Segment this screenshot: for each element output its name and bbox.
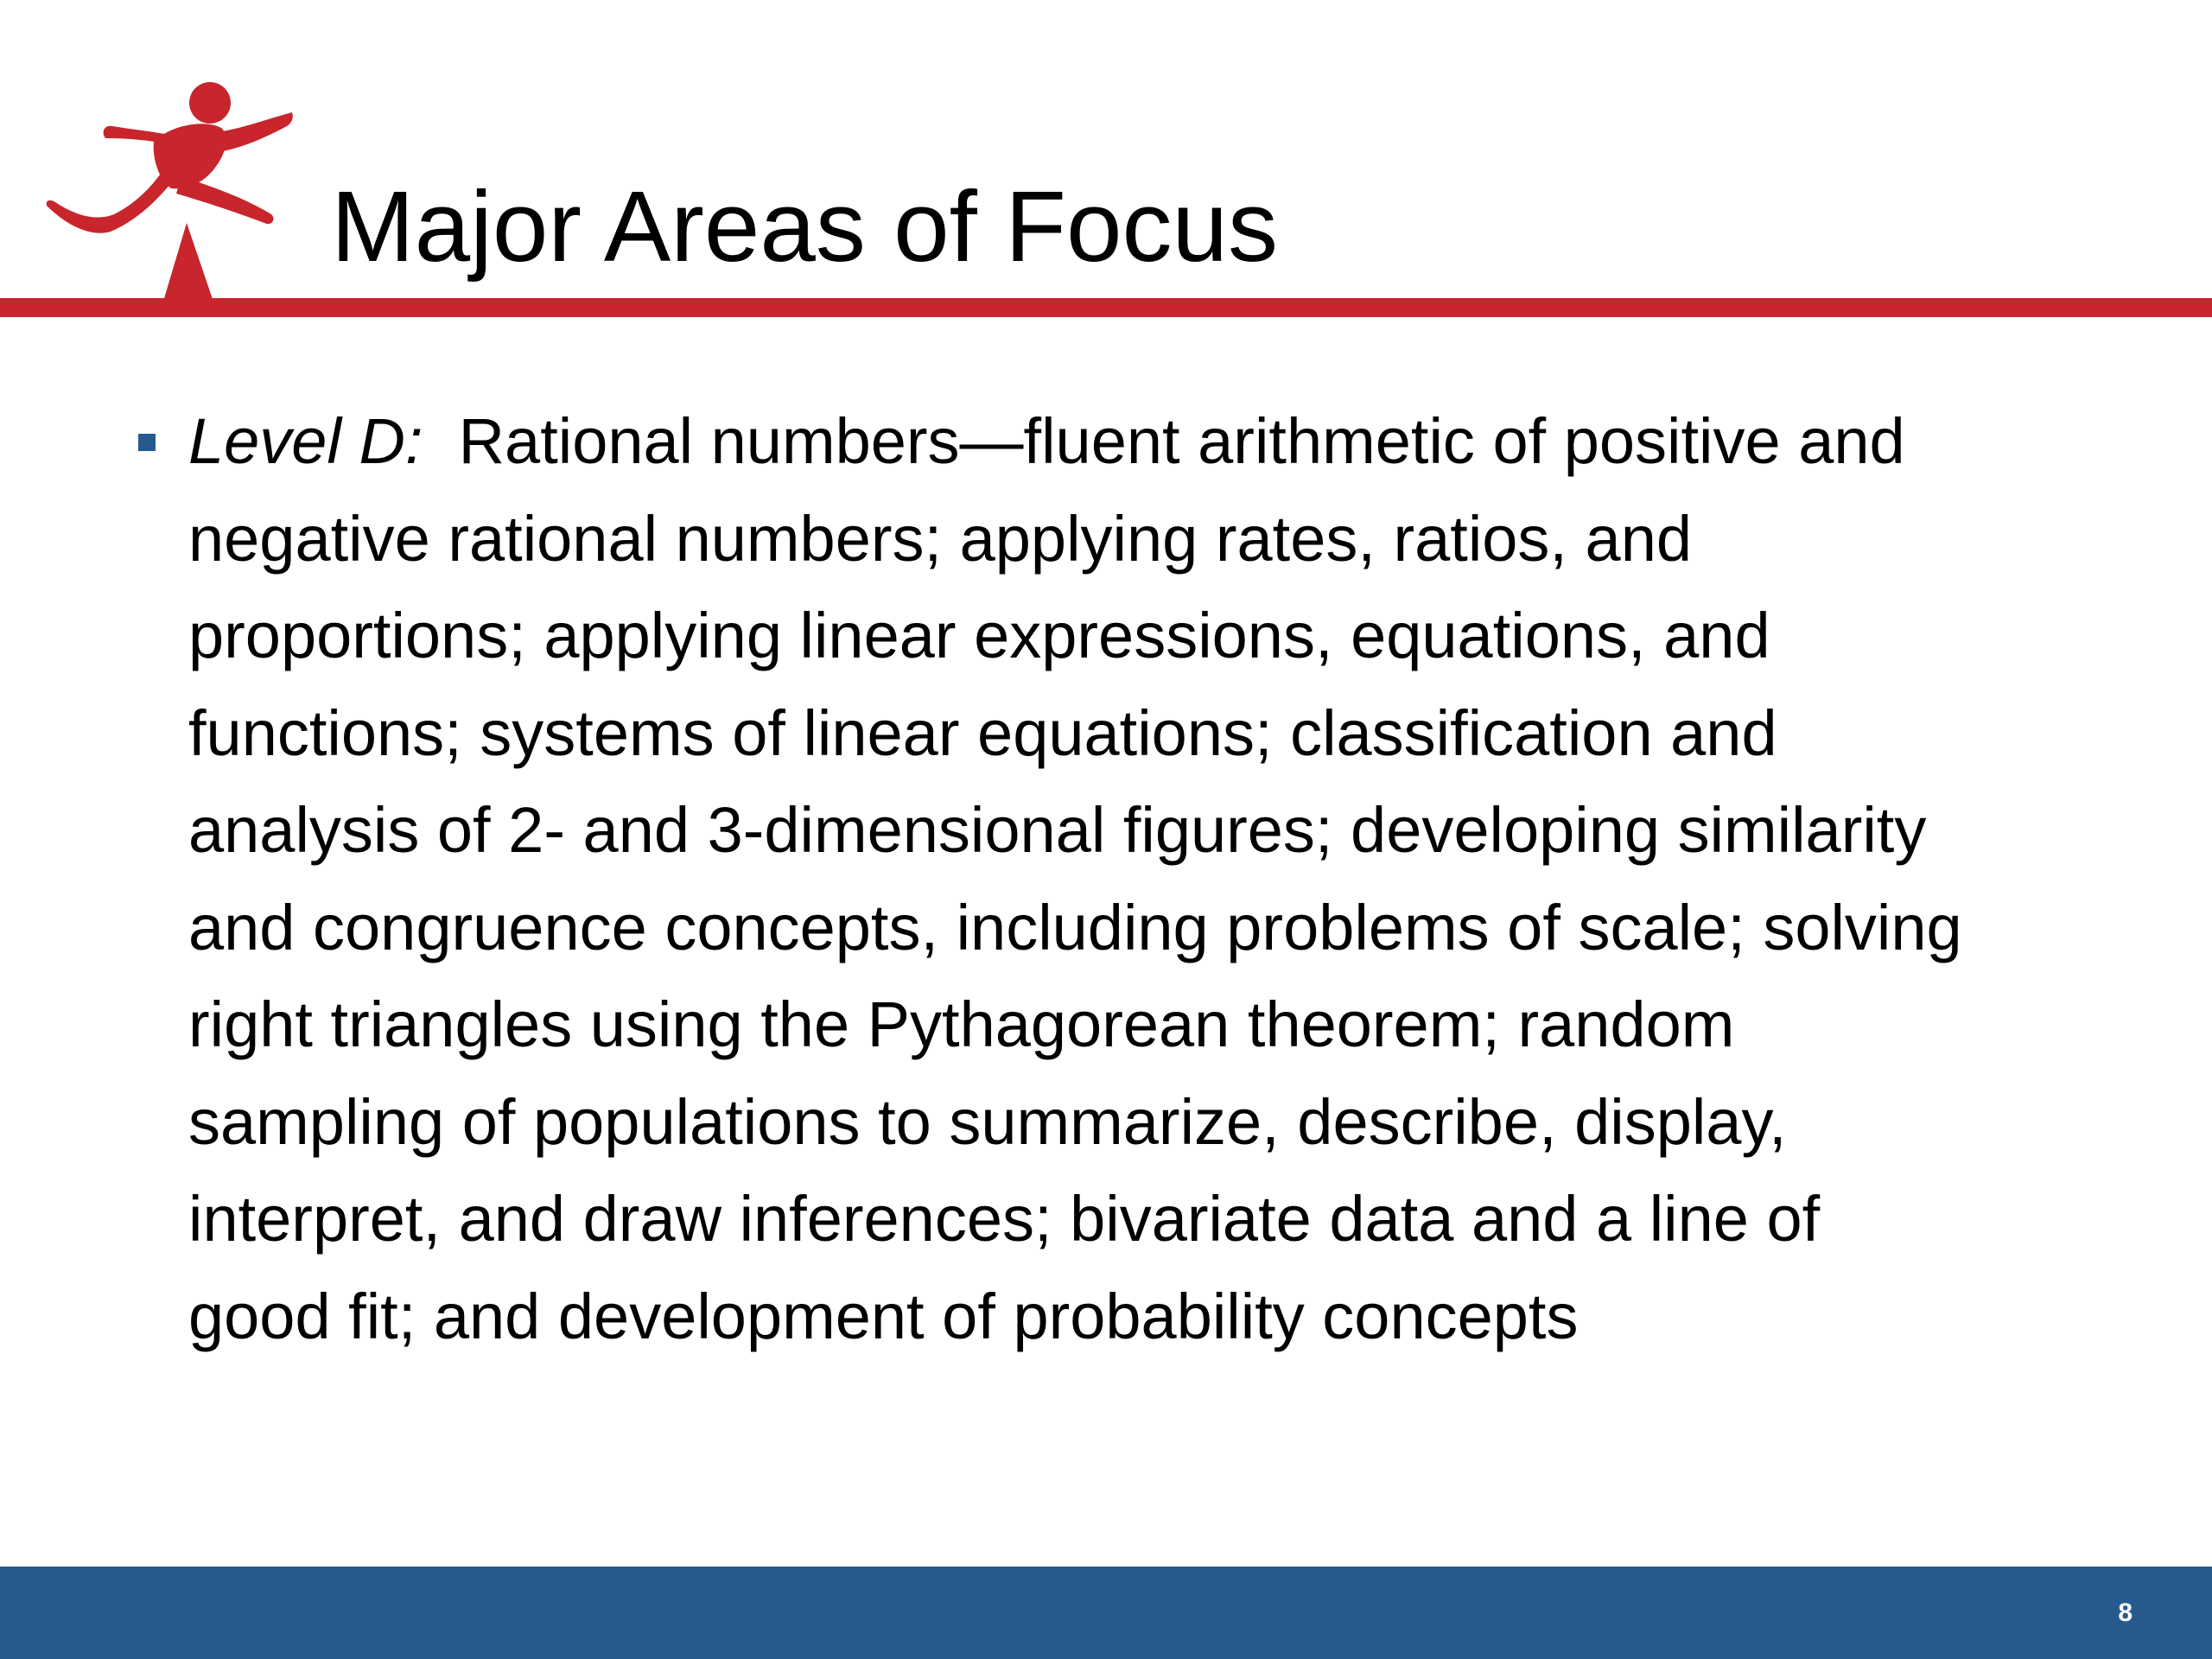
bullet-text: [188, 393, 2124, 1365]
bullet-line: right triangles using the Pythagorean theorem; random: [188, 988, 1735, 1060]
page-number: 8: [2118, 1599, 2133, 1627]
title-divider: [0, 298, 2212, 317]
bullet-line: [188, 393, 2124, 491]
bullet-line: and congruence concepts, including problems of scale; solving: [188, 891, 1962, 963]
bullet-line: functions; systems of linear equations; classification and: [188, 696, 1777, 769]
bullet-line: interpret, and draw inferences; bivariate data and a line of: [188, 1183, 1821, 1255]
bullet-line-text: Rational numbers—fluent arithmetic of positive and: [458, 405, 1905, 477]
square-bullet-icon: [138, 434, 156, 451]
footer-bar: [0, 1567, 2212, 1659]
bullet-line: analysis of 2- and 3-dimensional figures; developing similarity: [188, 794, 1927, 866]
bullet-line: sampling of populations to summarize, describe, display,: [188, 1085, 1787, 1158]
hurdler-runner-icon: [33, 74, 302, 304]
level-label: Level D:: [188, 405, 423, 477]
bullet-line: proportions; applying linear expressions, equations, and: [188, 600, 1770, 671]
bullet-line: negative rational numbers; applying rates, ratios, and: [188, 502, 1693, 575]
bullet-line: good fit; and development of probability concepts: [188, 1280, 1579, 1352]
slide-title: Major Areas of Focus: [331, 170, 1278, 283]
